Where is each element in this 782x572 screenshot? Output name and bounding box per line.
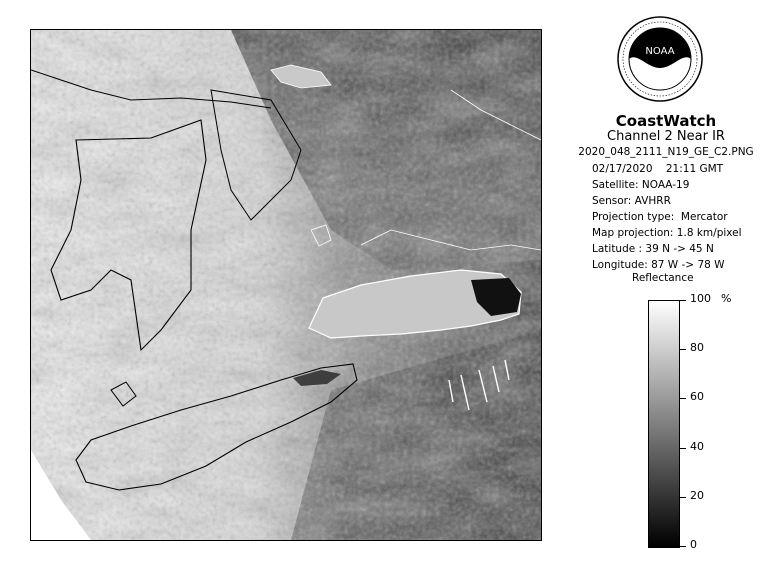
- meta-longitude: Longitude: 87 W -> 78 W: [592, 259, 725, 271]
- colorbar-tick-label: 40: [690, 440, 704, 453]
- colorbar-tick-label: 0: [690, 538, 697, 551]
- noaa-seal-icon: [617, 16, 703, 102]
- colorbar-tick-label: 100: [690, 292, 711, 305]
- noaa-logo: [617, 16, 703, 102]
- product-title: CoastWatch: [615, 112, 717, 130]
- reflectance-colorbar: [648, 300, 680, 548]
- colorbar-tick: [680, 398, 686, 399]
- colorbar-tick: [680, 546, 686, 547]
- image-filename: 2020_048_2111_N19_GE_C2.PNG: [578, 146, 754, 158]
- colorbar-title: Reflectance: [632, 272, 694, 284]
- colorbar-tick: [680, 497, 686, 498]
- meta-datetime: 02/17/2020 21:11 GMT: [592, 163, 724, 175]
- satellite-image: [30, 29, 542, 541]
- meta-latitude: Latitude : 39 N -> 45 N: [592, 243, 714, 255]
- colorbar-tick: [680, 349, 686, 350]
- colorbar-tick-label: 80: [690, 341, 704, 354]
- colorbar-unit: %: [721, 292, 732, 305]
- satellite-map-svg: [31, 30, 541, 540]
- colorbar-tick-label: 60: [690, 390, 704, 403]
- channel-subtitle: Channel 2 Near IR: [607, 129, 725, 144]
- meta-sensor: Sensor: AVHRR: [592, 195, 671, 207]
- noaa-logo-text: NOAA: [645, 46, 675, 57]
- meta-satellite: Satellite: NOAA-19: [592, 179, 690, 191]
- colorbar-tick: [680, 300, 686, 301]
- colorbar-tick-label: 20: [690, 489, 704, 502]
- meta-map-projection: Map projection: 1.8 km/pixel: [592, 227, 742, 239]
- meta-projection-type: Projection type: Mercator: [592, 211, 728, 223]
- colorbar-tick: [680, 448, 686, 449]
